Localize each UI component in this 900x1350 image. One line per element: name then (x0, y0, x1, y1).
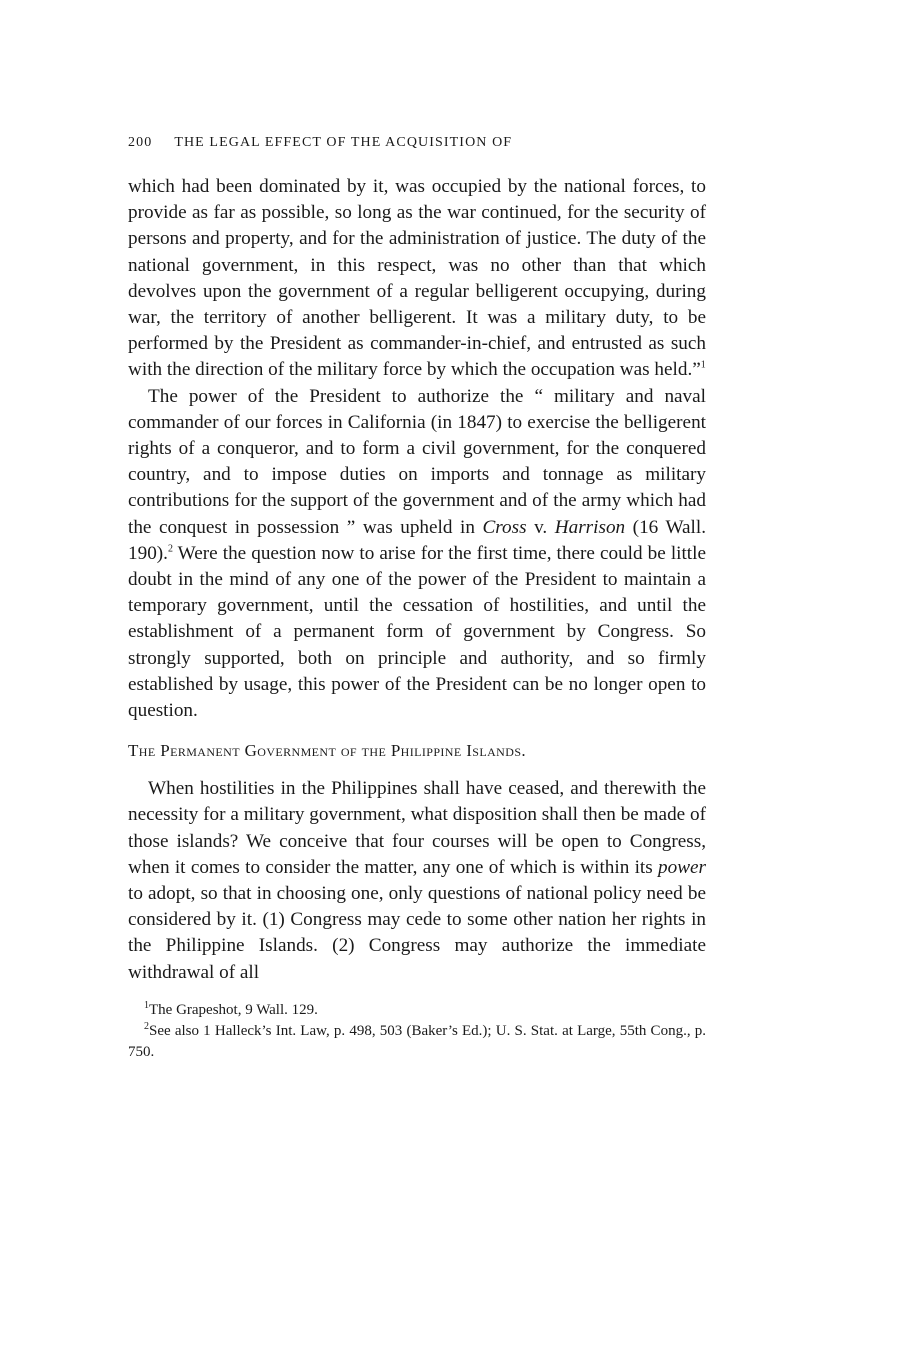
paragraph-text: which had been dominated by it, was occupied by the national forces, to provide as far as possible, so long as the war continued, for the security of persons and property, and for the administration of justice. The duty of the national government, in this respect, was no other than that which devolves upon the government of a regular belligerent occupying, during war, the territory of another belligerent. It was a military duty, to be performed by the President as commander-in-chief, and entrusted as such with the direction of the military force by which the occupation was held.” (128, 176, 706, 381)
running-title: THE LEGAL EFFECT OF THE ACQUISITION OF (174, 135, 513, 150)
paragraph-text: to adopt, so that in choosing one, only questions of national policy need be considered by it. (1) Congress may cede to some other nation her rights in the Philippine Islands. (2) Congress may authorize the immediate withdrawal of all (128, 883, 706, 983)
paragraph-text: The power of the President to authorize the “ military and naval commander of our forces in California (in 1847) to exercise the belligerent rights of a conqueror, and to form a civil government, for the conquered country, and to impose duties on imports and tonnage as military contributions for the support of the government and of the army which had the conquest in possession ” was upheld in (128, 385, 706, 538)
footnote-text: The Grapeshot, 9 Wall. 129. (149, 1001, 318, 1018)
case-name-harrison: Harrison (554, 516, 626, 538)
footnote-2 (128, 1021, 706, 1063)
section-heading: The Permanent Government of the Philippine Islands. (128, 741, 527, 761)
footnote-reference: 1 (700, 360, 706, 372)
case-citation: (16 Wall. 190). (128, 516, 706, 564)
case-name-cross: Cross (482, 516, 527, 538)
footnote-marker: 1 (144, 999, 149, 1011)
paragraph-philippines (128, 776, 706, 986)
paragraph-text: Were the question now to arise for the first time, there could be little doubt in the mind of any one of the power of the President to maintain a temporary government, until the cessation of hostilities, and until the establishment of a permanent form of government by Congress. So strongly supported, both on principle and authority, and so firmly established by usage, this power of the President can be no longer open to question. (128, 542, 706, 722)
body-text (128, 174, 706, 986)
paragraph-continuation (128, 174, 706, 384)
footnotes (128, 1000, 706, 1063)
page-number: 200 (128, 135, 153, 150)
case-versus: v. (526, 516, 555, 538)
footnote-reference: 2 (167, 543, 173, 555)
paragraph-president-power (128, 384, 706, 725)
footnote-1 (128, 1000, 706, 1021)
running-header (128, 128, 706, 158)
emphasis-power: power (658, 856, 706, 878)
footnote-text: See also 1 Halleck’s Int. Law, p. 498, 503 (Baker’s Ed.); U. S. Stat. at Large, 55th Cong., p. 750. (128, 1022, 706, 1060)
paragraph-text: When hostilities in the Philippines shall have ceased, and therewith the necessity for a military government, what disposition shall then be made of those islands? We conceive that four courses will be open to Congress, when it comes to consider the matter, any one of which is within its (128, 778, 706, 878)
footnote-marker: 2 (144, 1020, 149, 1032)
document-page (128, 128, 706, 1063)
